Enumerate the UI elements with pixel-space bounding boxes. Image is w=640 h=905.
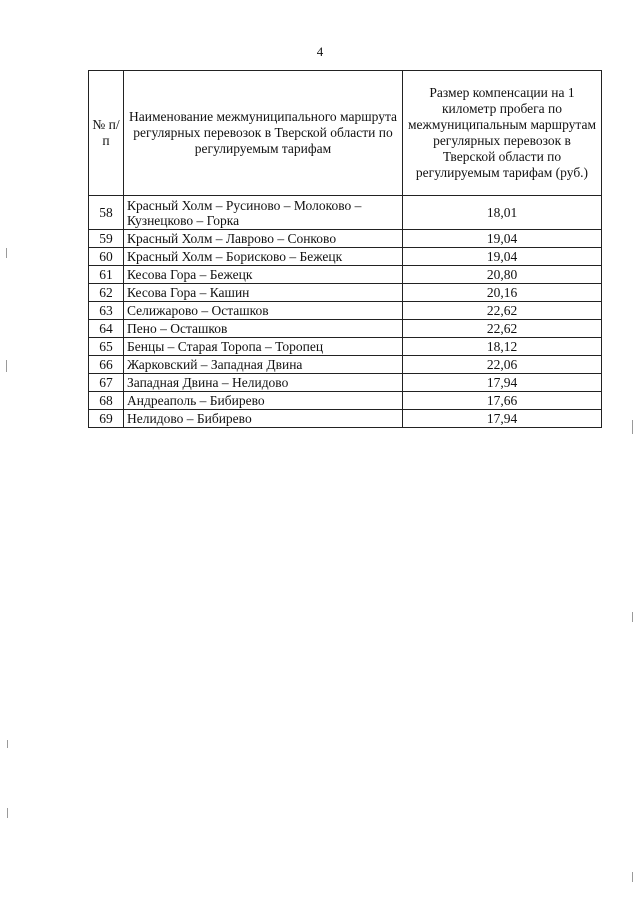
header-number: № п/п (89, 71, 124, 196)
table-row (89, 302, 602, 320)
compensation-value: 19,04 (403, 230, 602, 248)
route-name: Жарковский – Западная Двина (124, 356, 403, 374)
compensation-value: 22,06 (403, 356, 602, 374)
compensation-value: 22,62 (403, 320, 602, 338)
table-header (89, 71, 602, 196)
route-name: Красный Холм – Борисково – Бежецк (124, 248, 403, 266)
route-name: Западная Двина – Нелидово (124, 374, 403, 392)
header-route-name: Наименование межмуниципального маршрута регулярных перевозок в Тверской области по регулируемым тарифам (124, 71, 403, 196)
table-row (89, 284, 602, 302)
row-number: 61 (89, 266, 124, 284)
compensation-value: 20,80 (403, 266, 602, 284)
scan-mark (6, 360, 7, 372)
table-row (89, 248, 602, 266)
row-number: 69 (89, 410, 124, 428)
scan-mark (632, 872, 633, 882)
compensation-value: 22,62 (403, 302, 602, 320)
scan-mark (6, 248, 7, 258)
route-name: Красный Холм – Лаврово – Сонково (124, 230, 403, 248)
compensation-value: 18,01 (403, 196, 602, 230)
row-number: 58 (89, 196, 124, 230)
row-number: 64 (89, 320, 124, 338)
header-compensation: Размер компенсации на 1 километр пробега по межмуниципальным маршрутам регулярных перевозок в Тверской области по регулируемым тарифам (руб.) (403, 71, 602, 196)
table-row (89, 392, 602, 410)
row-number: 60 (89, 248, 124, 266)
scan-mark (7, 808, 8, 818)
table-body (89, 196, 602, 428)
scan-mark (632, 420, 633, 434)
table-row (89, 356, 602, 374)
row-number: 59 (89, 230, 124, 248)
row-number: 68 (89, 392, 124, 410)
route-name: Андреаполь – Бибирево (124, 392, 403, 410)
scan-mark (7, 740, 8, 748)
table-row (89, 338, 602, 356)
route-name: Селижарово – Осташков (124, 302, 403, 320)
compensation-value: 19,04 (403, 248, 602, 266)
table-row (89, 320, 602, 338)
compensation-value: 17,94 (403, 410, 602, 428)
compensation-value: 20,16 (403, 284, 602, 302)
route-name: Кесова Гора – Бежецк (124, 266, 403, 284)
row-number: 63 (89, 302, 124, 320)
page-number: 4 (316, 44, 324, 59)
route-name: Бенцы – Старая Торопа – Торопец (124, 338, 403, 356)
table-row (89, 266, 602, 284)
routes-table (88, 70, 602, 428)
table-row (89, 374, 602, 392)
row-number: 65 (89, 338, 124, 356)
route-name: Пено – Осташков (124, 320, 403, 338)
table-row (89, 230, 602, 248)
row-number: 66 (89, 356, 124, 374)
compensation-value: 17,66 (403, 392, 602, 410)
table-row (89, 410, 602, 428)
compensation-value: 18,12 (403, 338, 602, 356)
table-row (89, 196, 602, 230)
row-number: 67 (89, 374, 124, 392)
route-name: Нелидово – Бибирево (124, 410, 403, 428)
scan-mark (632, 612, 633, 622)
compensation-value: 17,94 (403, 374, 602, 392)
route-name: Кесова Гора – Кашин (124, 284, 403, 302)
row-number: 62 (89, 284, 124, 302)
route-name: Красный Холм – Русиново – Молоково – Кузнецково – Горка (124, 196, 403, 230)
